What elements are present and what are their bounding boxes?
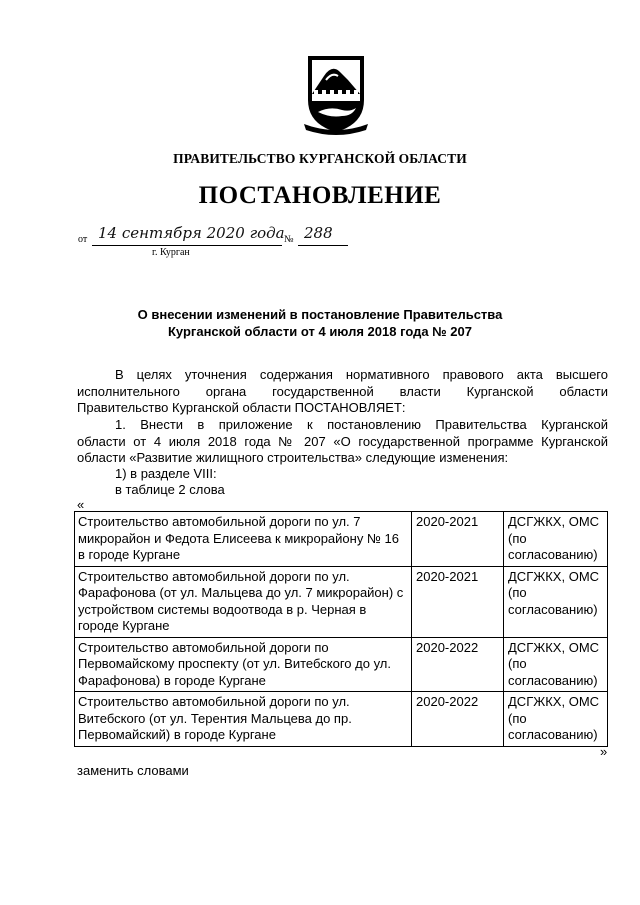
table-row [75, 692, 608, 747]
document-type: ПОСТАНОВЛЕНИЕ [198, 182, 442, 209]
preamble-paragraph [77, 367, 608, 417]
row-executor: ДСГЖКХ, ОМС (по согласованию) [504, 566, 608, 637]
from-label: от [78, 234, 88, 245]
table-row [75, 512, 608, 567]
row-period: 2020-2022 [412, 637, 504, 692]
handwritten-date: 14 сентября 2020 года [98, 224, 285, 242]
date-underline [92, 245, 282, 246]
open-quote: « [77, 497, 85, 512]
row-period: 2020-2021 [412, 512, 504, 567]
clause-line: области от 4 июля 2018 года № 207 «О государственной программе Курганской [77, 433, 608, 449]
subclause-table-intro [77, 482, 608, 499]
row-executor: ДСГЖКХ, ОМС (по согласованию) [504, 512, 608, 567]
row-description: Строительство автомобильной дороги по ул. Фарафонова (от ул. Мальцева до ул. 7 микрорайон) с устройством системы водоотвода в р. Черная в городе Кургане [75, 566, 412, 637]
row-executor: ДСГЖКХ, ОМС (по согласованию) [504, 637, 608, 692]
subclause-1 [77, 466, 608, 483]
row-period: 2020-2022 [412, 692, 504, 747]
coat-of-arms-icon [300, 50, 372, 136]
subclause-text: 1) в разделе VIII: [115, 466, 217, 481]
clause-line: области «Развитие жилищного строительства» следующие изменения: [77, 450, 509, 465]
row-description: Строительство автомобильной дороги по Первомайскому проспекту (от ул. Витебского до ул. Фарафонова) в городе Кургане [75, 637, 412, 692]
preamble-line: В целях уточнения содержания нормативного правового акта высшего [115, 367, 608, 382]
number-label: № [284, 234, 294, 245]
table-row [75, 566, 608, 637]
row-description: Строительство автомобильной дороги по ул. 7 микрорайон и Федота Елисеева к микрорайону № 16 в городе Кургане [75, 512, 412, 567]
document-title [0, 306, 640, 340]
government-name: ПРАВИТЕЛЬСТВО КУРГАНСКОЙ ОБЛАСТИ [173, 151, 467, 166]
date-number-line [78, 226, 358, 248]
clause-line: 1. Внести в приложение к постановлению Правительства Курганской [115, 417, 608, 432]
close-quote: » [600, 744, 608, 759]
title-line-2: Курганской области от 4 июля 2018 года № 207 [168, 324, 472, 339]
number-underline [298, 245, 348, 246]
row-period: 2020-2021 [412, 566, 504, 637]
preamble-line: исполнительного органа государственной власти Курганской области [77, 383, 608, 399]
clause-1-paragraph [77, 417, 608, 467]
table-intro-text: в таблице 2 слова [115, 482, 225, 497]
preamble-line: Правительство Курганской области ПОСТАНОВЛЯЕТ: [77, 400, 406, 415]
handwritten-number: 288 [304, 224, 333, 242]
row-executor: ДСГЖКХ, ОМС (по согласованию) [504, 692, 608, 747]
title-line-1: О внесении изменений в постановление Правительства [137, 307, 503, 322]
row-description: Строительство автомобильной дороги по ул. Витебского (от ул. Терентия Мальцева до пр. Первомайский) в городе Кургане [75, 692, 412, 747]
amended-table [74, 511, 608, 747]
table-row [75, 637, 608, 692]
replace-with-text: заменить словами [77, 763, 189, 778]
city-label: г. Курган [152, 247, 190, 258]
